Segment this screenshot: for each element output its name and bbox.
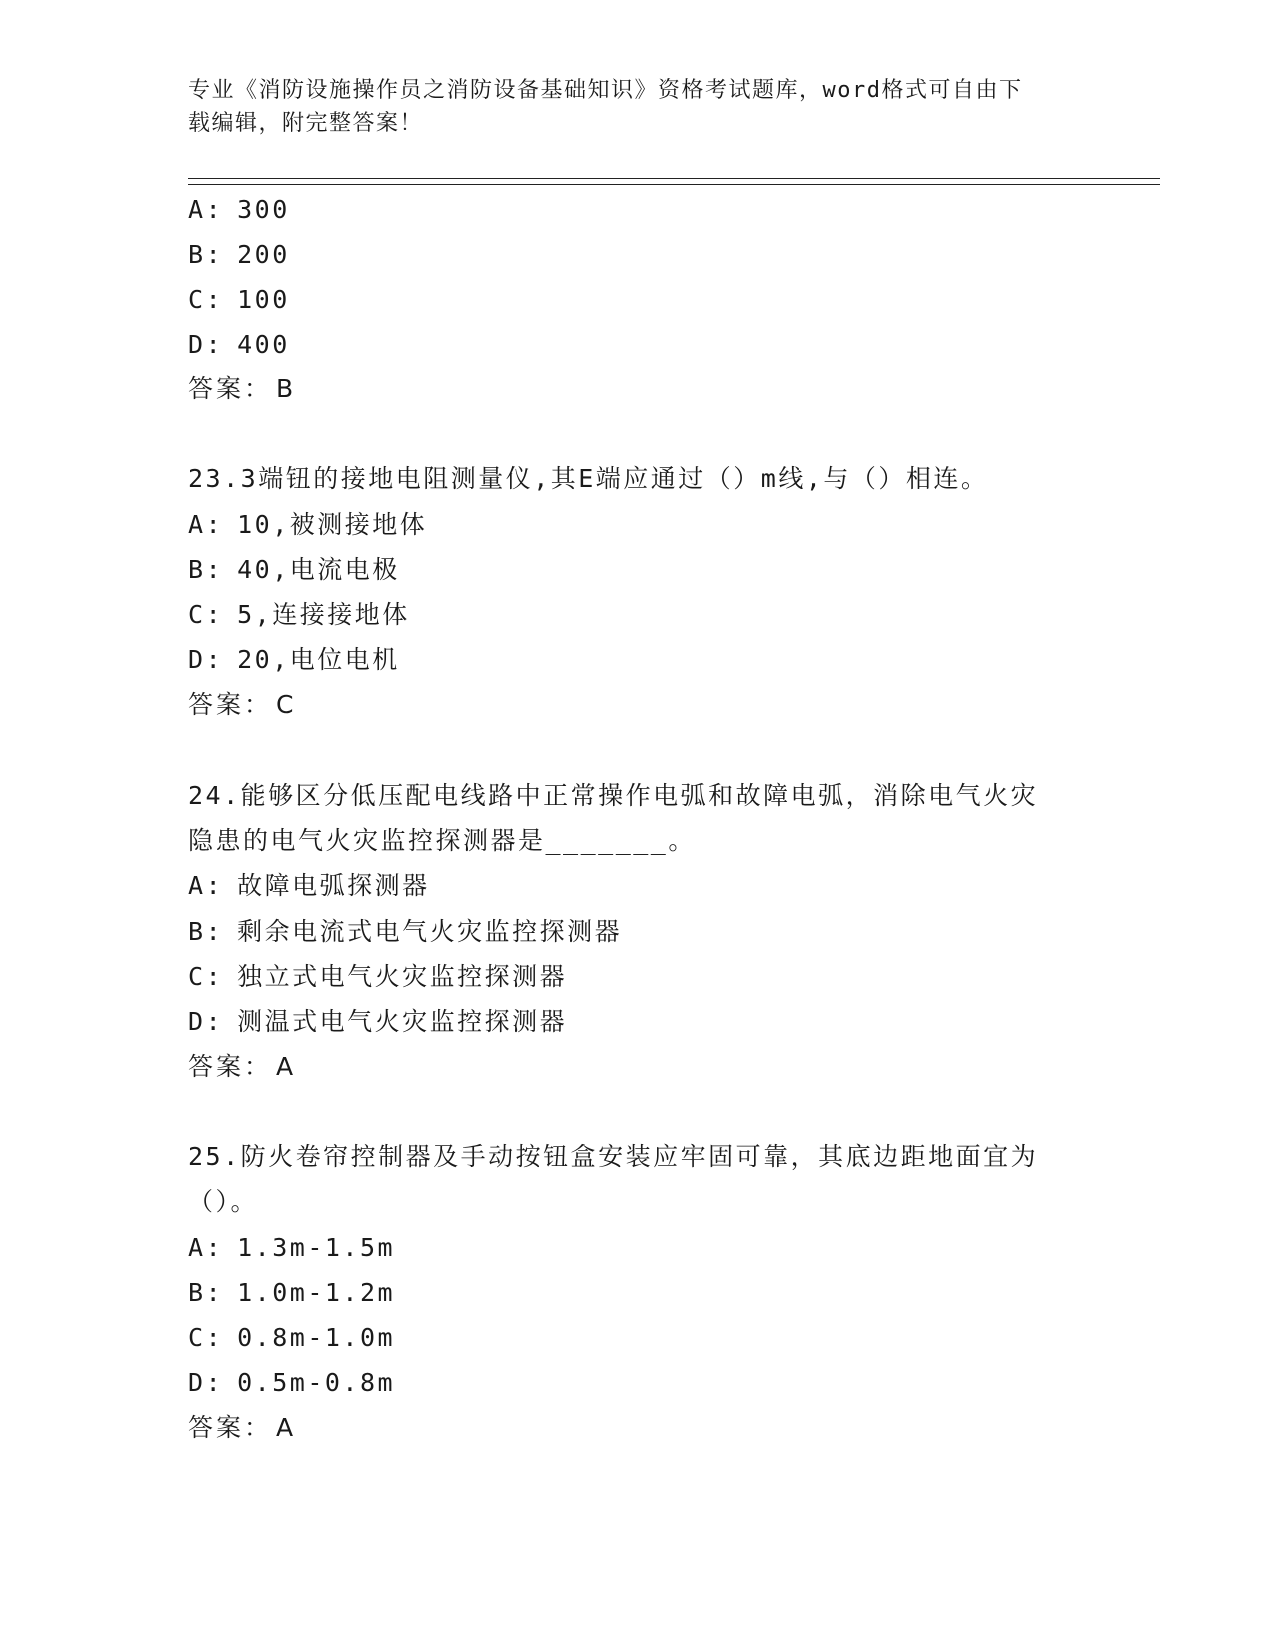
header-divider-bottom bbox=[188, 184, 1160, 185]
option-line: D: 20,电位电机 bbox=[188, 645, 400, 674]
answer-line: 答案： B bbox=[188, 374, 296, 403]
option-line: C: 5,连接接地体 bbox=[188, 600, 410, 629]
option-line: C: 独立式电气火灾监控探测器 bbox=[188, 962, 568, 991]
option-line: A: 1.3m-1.5m bbox=[188, 1233, 396, 1262]
question-text: （）。 bbox=[188, 1187, 259, 1216]
option-line: D: 0.5m-0.8m bbox=[188, 1368, 396, 1397]
question-text: 25.防火卷帘控制器及手动按钮盒安装应牢固可靠，其底边距地面宜为 bbox=[188, 1142, 1039, 1171]
question-text: 23.3端钮的接地电阻测量仪,其E端应通过（）m线,与（）相连。 bbox=[188, 464, 989, 493]
option-line: D: 400 bbox=[188, 330, 290, 359]
option-line: A: 故障电弧探测器 bbox=[188, 871, 430, 900]
header-line-1: 专业《消防设施操作员之消防设备基础知识》资格考试题库，word格式可自由下 bbox=[188, 78, 1023, 103]
option-line: C: 0.8m-1.0m bbox=[188, 1323, 396, 1352]
document-header bbox=[188, 74, 1068, 140]
option-line: C: 100 bbox=[188, 285, 290, 314]
option-line: B: 40,电流电极 bbox=[188, 555, 400, 584]
answer-line: 答案： C bbox=[188, 690, 296, 719]
question-text: 24.能够区分低压配电线路中正常操作电弧和故障电弧，消除电气火灾 bbox=[188, 781, 1039, 810]
option-line: A: 10,被测接地体 bbox=[188, 510, 428, 539]
option-line: D: 测温式电气火灾监控探测器 bbox=[188, 1007, 568, 1036]
answer-line: 答案： A bbox=[188, 1052, 296, 1081]
option-line: A: 300 bbox=[188, 195, 290, 224]
option-line: B: 1.0m-1.2m bbox=[188, 1278, 396, 1307]
header-line-2: 载编辑，附完整答案！ bbox=[188, 111, 424, 136]
option-line: B: 200 bbox=[188, 240, 290, 269]
question-text: 隐患的电气火灾监控探测器是_______。 bbox=[188, 826, 696, 855]
option-line: B: 剩余电流式电气火灾监控探测器 bbox=[188, 917, 623, 946]
answer-line: 答案： A bbox=[188, 1413, 296, 1442]
header-divider-top bbox=[188, 178, 1160, 179]
